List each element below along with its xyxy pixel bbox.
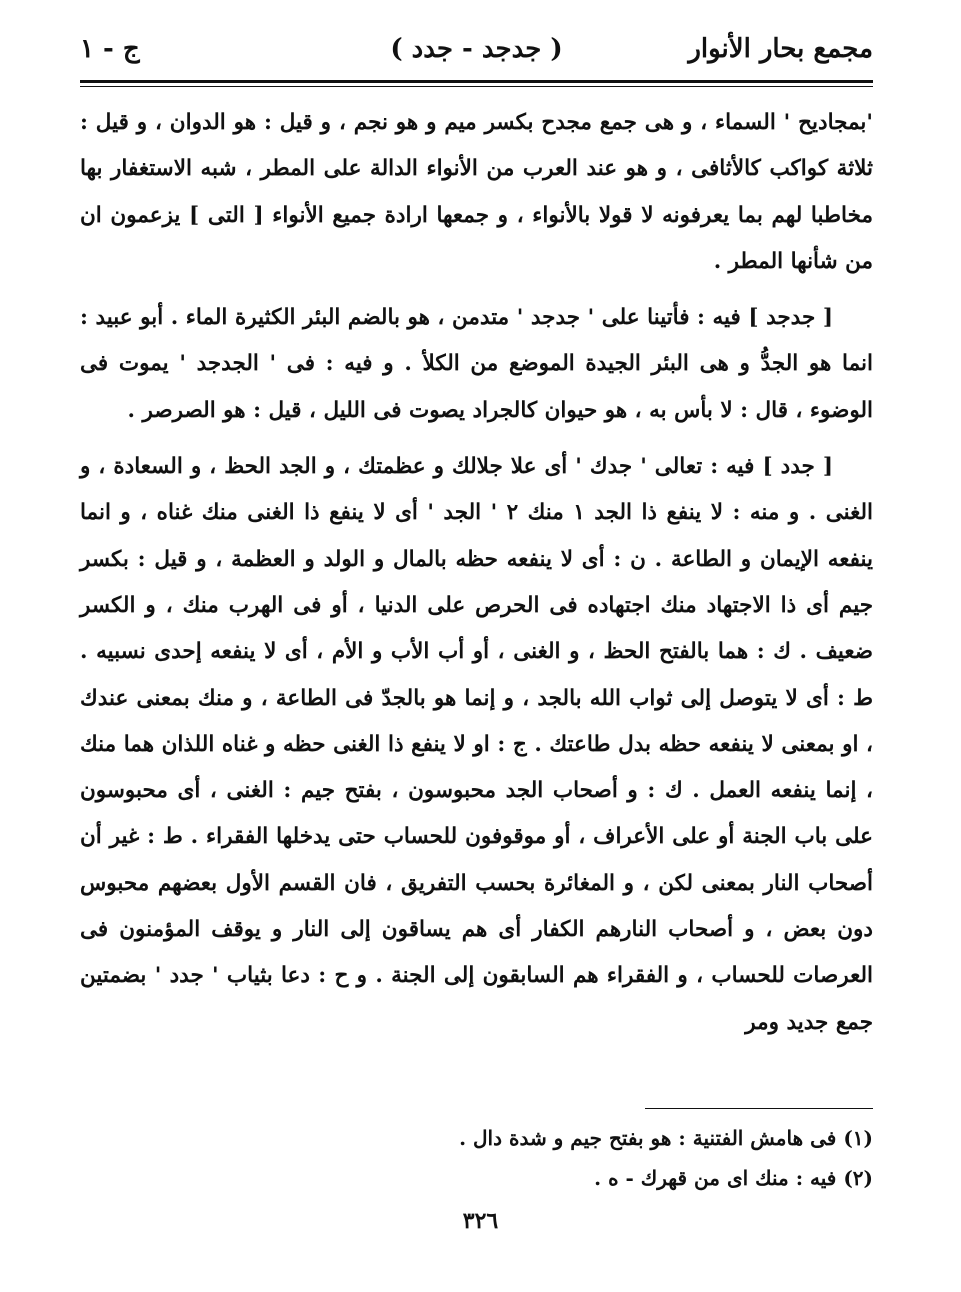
volume-label: ج - ١ <box>80 34 140 64</box>
entry-range: ( جدجد - جدد ) <box>390 34 563 64</box>
page-number: ٣٢٦ <box>462 1208 499 1234</box>
paragraph-jadd: [ جدد ] فيه : تعالى ' جدك ' أى علا جلالك و عظمتك ، و الجد الحظ ، و السعادة ، و الغنى . و منه : لا ينفع ذا الجد ١ منك ٢ ' الجد ' أى لا ينفع ذا الغنى منك غناه ، و انما ينفعه الإيمان و الطاعة . ن : أى لا ينفعه حظه بالمال و الولد و العظمة ، و قيل : بكسر جيم أى ذا الاجتهاد منك اجتهاده فى الحرص على الدنيا ، أو فى الهرب منك ، و الكسر ضعيف . ك : هما بالفتح الحظ ، و الغنى ، أو أب الأب و الأم ، أى لا ينفعه إحدى نسبيه . ط : أى لا يتوصل إلى ثواب الله بالجد ، و إنما هو بالجدّ فى الطاعة ، و منك بمعنى عندك ، او بمعنى لا ينفعه حظه بدل طاعتك . ج : او لا ينفع ذا الغنى حظه و غناه اللذان هما منك ، إنما ينفعه العمل . ك : و أصحاب الجد محبوسون ، بفتح جيم : الغنى ، أى محبوسون على باب الجنة أو على الأعراف ، أو موقوفون للحساب حتى يدخلها الفقراء . ط : غير أن أصحاب النار بمعنى لكن ، و المغائرة بحسب التفريق ، فان القسم الأول بعضهم محبوس دون بعض ، و أصحاب النارهم الكفار أى هم يساقون إلى النار و يوقف المؤمنون فى العرصات للحساب ، و الفقراء هم السابقون إلى الجنة . و ح : دعا بثياب ' جدد ' بضمتين جمع جديد ومر <box>80 454 873 1035</box>
header-rule-thin <box>80 86 873 87</box>
footnote-2: (٢) فيه : منك اى من قهرك - ه . <box>594 1166 873 1190</box>
page-body <box>80 100 873 1056</box>
page-header <box>80 30 873 74</box>
paragraph-continuation: 'بمجاديح ' السماء ، و هى جمع مجدح بكسر ميم و هو نجم ، و قيل : هو الدوان ، و قيل : ثلاثة كواكب كالأثافى ، و هو عند العرب من الأنواء الدالة على المطر ، شبه الاستغفار بها مخاطبا لهم بما يعرفونه لا قولا بالأنواء ، و جمعها ارادة جميع الأنواء [ التى ] يزعمون ان من شأنها المطر . <box>80 110 873 274</box>
header-rule <box>80 80 873 83</box>
footnote-rule <box>645 1108 873 1109</box>
book-title: مجمع بحار الأنوار <box>688 34 873 64</box>
paragraph-jadjad: [ جدجد ] فيه : فأتينا على ' جدجد ' متدمن ، هو بالضم البئر الكثيرة الماء . أبو عبيد : انما هو الجدُّ و هى البئر الجيدة الموضع من الكلأ . و فيه : فى ' الجدجد ' يموت فى الوضوء ، قال : لا بأس به ، هو حيوان كالجراد يصوت فى الليل ، قيل : هو الصرصر . <box>80 305 873 423</box>
footnotes <box>80 1118 873 1198</box>
footnote-1: (١) فى هامش الفتنية : هو بفتح جيم و شدة دال . <box>459 1126 873 1150</box>
